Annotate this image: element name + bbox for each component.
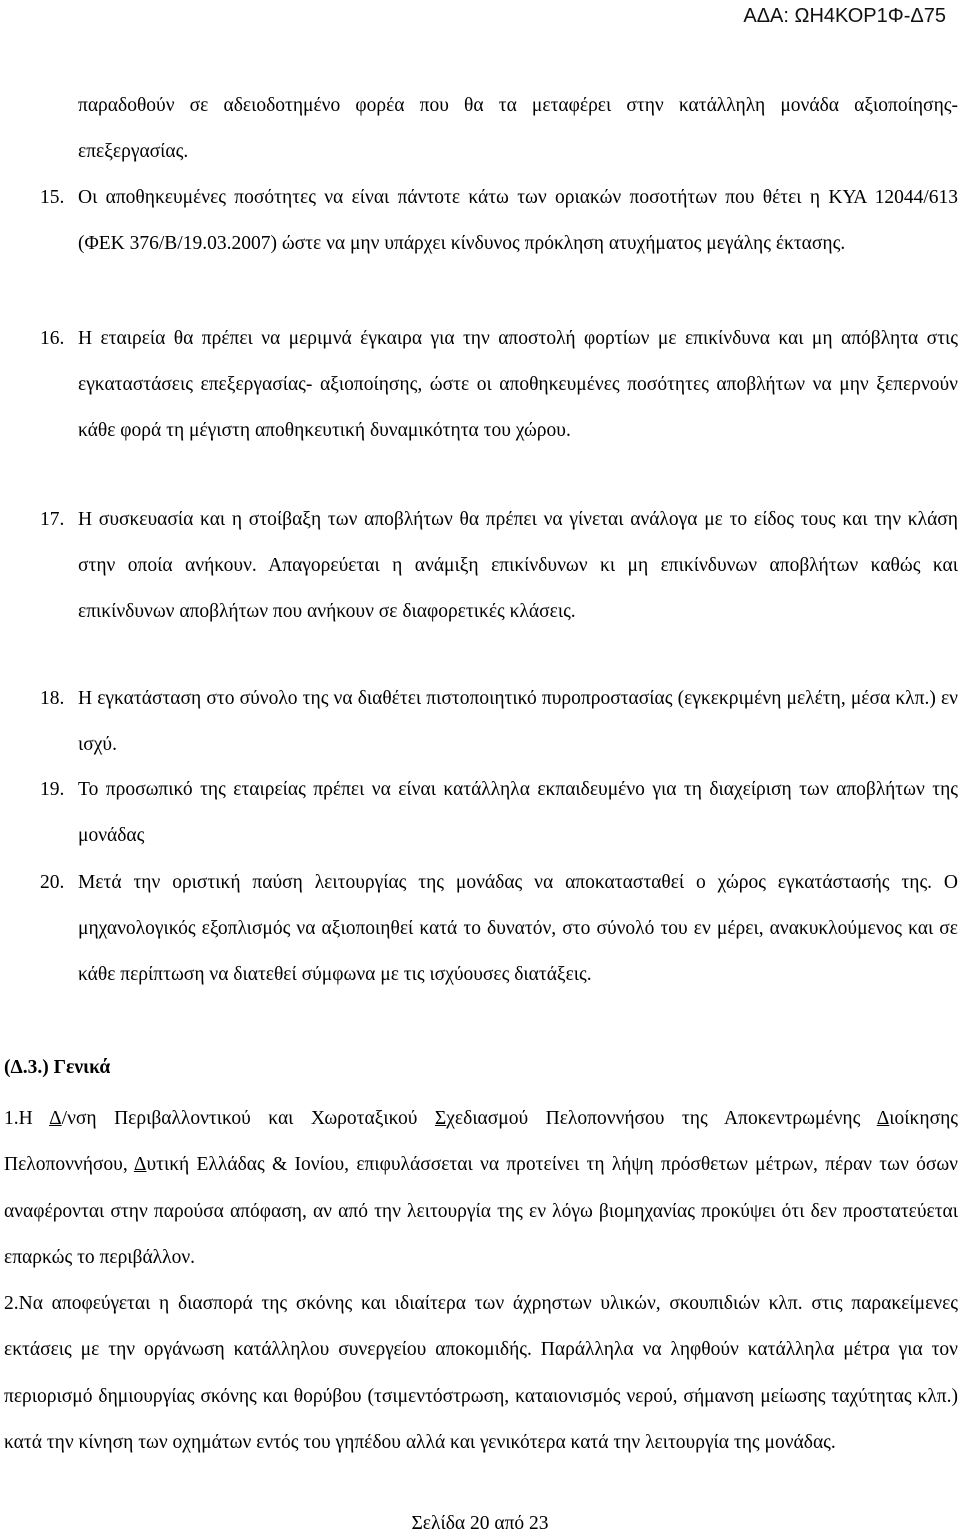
list-item [40, 175, 958, 267]
item-number: 20. [40, 872, 65, 893]
list-item [40, 497, 958, 635]
item-number: 19. [40, 779, 65, 800]
p1-mid-2: χεδιασμού Πελοποννήσου της Αποκεντρωμένης [446, 1108, 877, 1129]
p1-mid-1: /νση Περιβαλλοντικού και Χωροταξικού [61, 1108, 435, 1129]
p1-underlined-3: Δ [876, 1108, 890, 1129]
ada-code: ΑΔΑ: ΩΗ4ΚΟΡ1Φ-Δ75 [743, 5, 946, 27]
item-text: Το προσωπικό της εταιρείας πρέπει να είναι κατάλληλα εκπαιδευμένο για τη διαχείριση των αποβλήτων της μονάδας [78, 779, 958, 846]
item-text: Οι αποθηκευμένες ποσότητες να είναι πάντοτε κάτω των οριακών ποσοτήτων που θέτει η ΚΥΑ 12044/613 (ΦΕΚ 376/Β/19.03.2007) ώστε να μην υπάρχει κίνδυνος πρόκληση ατυχήματος μεγάλης έκτασης. [78, 187, 958, 254]
item-text: Μετά την οριστική παύση λειτουργίας της μονάδας να αποκατασταθεί ο χώρος εγκατάστασής της. Ο μηχανολογικός εξοπλισμός να αξιοποιηθεί κατά το δυνατόν, στο σύνολό του εν μέρει, ανακυκλούμενος και σε κάθε περίπτωση να διατεθεί σύμφωνα με τις ισχύουσες διατάξεις. [78, 872, 958, 985]
p1-underlined-4: Δ [133, 1154, 147, 1176]
list-item [40, 860, 958, 998]
p1-prefix: 1.Η [4, 1108, 50, 1129]
item-text: Η εταιρεία θα πρέπει να μεριμνά έγκαιρα για την αποστολή φορτίων με επικίνδυνα και μη απόβλητα στις εγκαταστάσεις επεξεργασίας- αξιοποίησης, ώστε οι αποθηκευμένες ποσότητες αποβλήτων να μην ξεπερνούν κάθε φορά τη μέγιστη αποθηκευτική δυναμικότητα του χώρου. [78, 328, 958, 441]
p1-underlined-2: Σ [434, 1108, 447, 1129]
p1-underlined-1: Δ [49, 1108, 62, 1129]
list-item [40, 676, 958, 768]
page-number: Σελίδα 20 από 23 [411, 1513, 549, 1534]
general-paragraph-2: 2.Να αποφεύγεται η διασπορά της σκόνης και ιδιαίτερα των άχρηστων υλικών, σκουπιδιών κλπ. στις παρακείμενες εκτάσεις με την οργάνωση κατάλληλου συνεργείου αποκομιδής. Παράλληλα να ληφθούν κατάλληλα μέτρα για τον περιορισμό δημιουργίας σκόνης και θορύβου (τσιμεντόστρωση, καταιονισμός νερού, σήμανση μείωσης ταχύτητας κλπ.) κατά την κίνηση των οχημάτων εντός του γηπέδου αλλά και γενικότερα κατά την λειτουργία της μονάδας. [4, 1293, 958, 1453]
list-item [40, 767, 958, 859]
item-number: 17. [40, 509, 65, 530]
p1-rest: υτική Ελλάδας & Ιονίου, επιφυλάσσεται να προτείνει τη λήψη πρόσθετων μέτρων, πέραν των όσων αναφέρονται στην παρούσα απόφαση, αν από την λειτουργία της εν λόγω βιομηχανίας προκύψει ότι δεν προστατεύεται επαρκώς το περιβάλλον. [4, 1154, 958, 1268]
general-paragraph-1 [4, 1096, 958, 1281]
item-number: 16. [40, 328, 65, 349]
continuation-paragraph: παραδοθούν σε αδειοδοτημένο φορέα που θα τα μεταφέρει στην κατάλληλη μονάδα αξιοποίησης- επεξεργασίας. [78, 95, 958, 162]
item-number: 15. [40, 187, 65, 208]
item-text: Η εγκατάσταση στο σύνολο της να διαθέτει πιστοποιητικό πυροπροστασίας (εγκεκριμένη μελέτη, μέσα κλπ.) εν ισχύ. [78, 688, 958, 755]
item-number: 18. [40, 688, 65, 709]
item-text: Η συσκευασία και η στοίβαξη των αποβλήτων θα πρέπει να γίνεται ανάλογα με το είδος τους και την κλάση στην οποία ανήκουν. Απαγορεύεται η ανάμιξη επικίνδυνων κι μη επικίνδυνων αποβλήτων καθώς και επικίνδυνων αποβλήτων που ανήκουν σε διαφορετικές κλάσεις. [78, 509, 958, 622]
p1-mid-3: ιοίκησης Πελοποννήσου, [4, 1108, 958, 1176]
list-item [40, 316, 958, 454]
section-heading: (Δ.3.) Γενικά [4, 1057, 111, 1078]
